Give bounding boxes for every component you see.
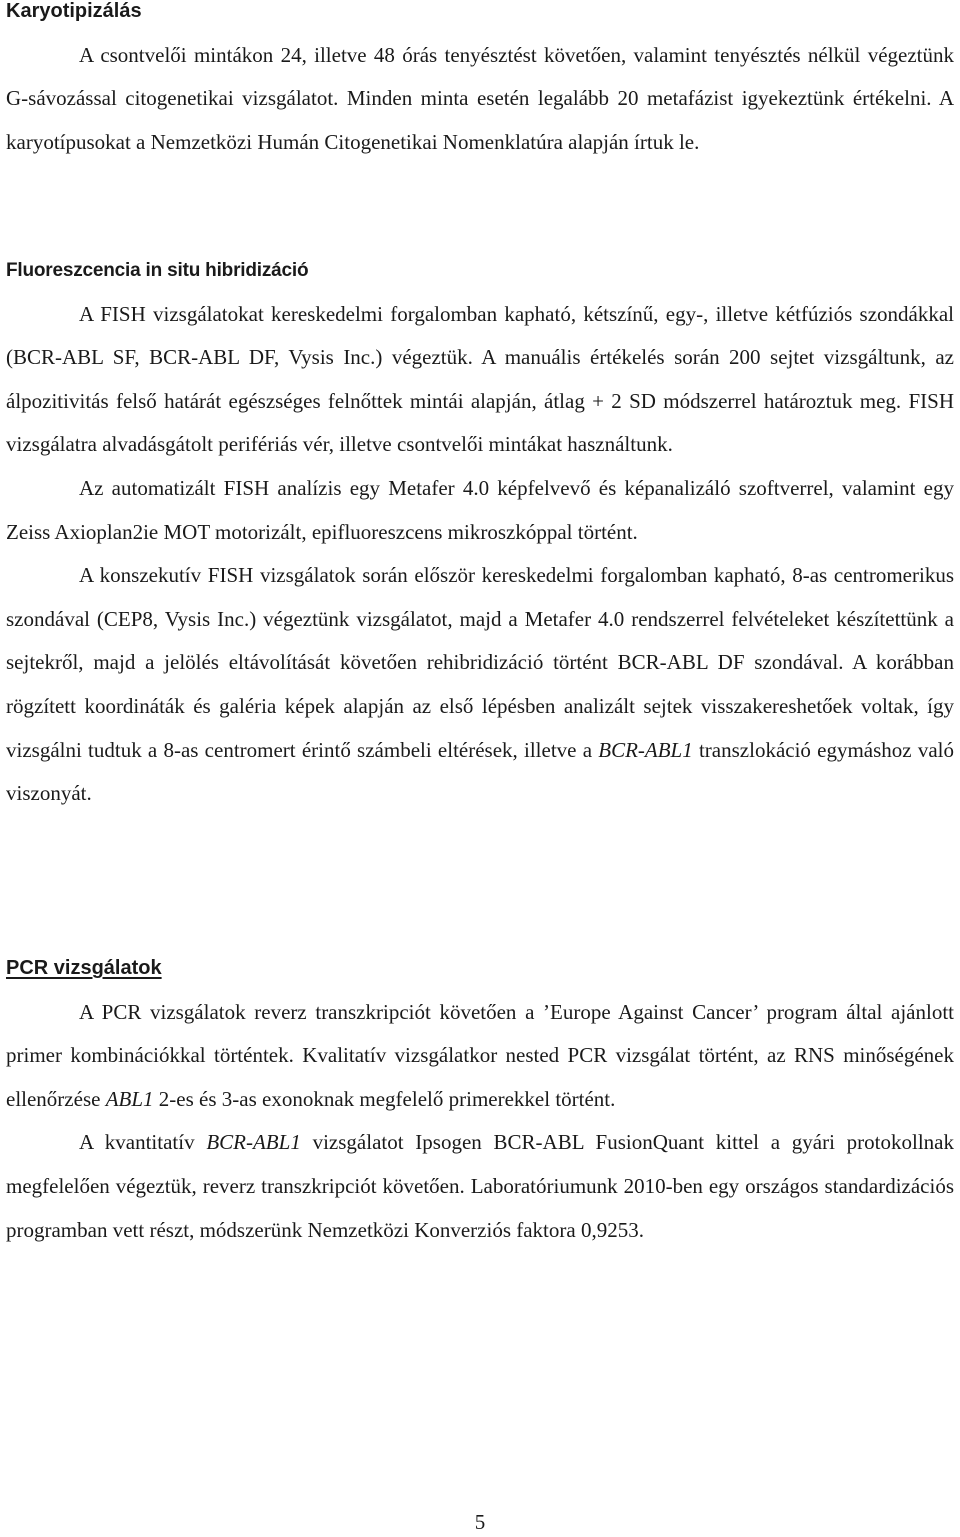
paragraph-fish-manual: A FISH vizsgálatokat kereskedelmi forgalomban kapható, kétszínű, egy-, illetve kétfúziós szondákkal (BCR-ABL SF, BCR-ABL DF, Vysis Inc.) végeztük. A manuális értékelés során 200 sejtet vizsgáltunk, az álpozitivitás felső határát egészséges felnőttek mintái alapján, átlag + 2 SD módszerrel határoztuk meg. FISH vizsgálatra alvadásgátolt perifériás vér, illetve csontvelői mintákat használtunk. xyxy=(6,301,954,457)
page-number: 5 xyxy=(474,1510,486,1534)
paragraph-fish-consecutive xyxy=(6,554,954,816)
text-run: 2-es és 3-as exonoknak megfelelő primerekkel történt. xyxy=(153,1086,616,1111)
paragraph-pcr-quantitative xyxy=(6,1121,954,1252)
section-heading-karyotyping: Karyotipizálás xyxy=(6,0,142,22)
section-heading-fish: Fluoreszcencia in situ hibridizáció xyxy=(6,260,309,281)
section-fish xyxy=(6,249,954,816)
text-run: transzlokáció egymáshoz való viszonyát. xyxy=(6,737,954,806)
section-heading-pcr: PCR vizsgálatok xyxy=(6,957,162,979)
paragraph-karyotyping: A csontvelői mintákon 24, illetve 48 órás tenyésztést követően, valamint tenyésztés nélkül végeztünk G-sávozással citogenetikai vizsgálatot. Minden minta esetén legalább 20 metafázist igyekeztünk értékelni. A karyotípusokat a Nemzetközi Humán Citogenetikai Nomenklatúra alapján írtuk le. xyxy=(6,42,954,154)
paragraph-fish-automated: Az automatizált FISH analízis egy Metafer 4.0 képfelvevő és képanalizáló szoftverrel, valamint egy Zeiss Axioplan2ie MOT motorizált, epifluoreszcens mikroszkóppal történt. xyxy=(6,475,954,544)
section-karyotyping xyxy=(6,0,954,164)
gene-name-italic: BCR-ABL1 xyxy=(206,1130,301,1155)
gene-name-italic: ABL1 xyxy=(105,1086,154,1111)
section-pcr xyxy=(6,947,954,1252)
text-run: vizsgálatot Ipsogen BCR-ABL FusionQuant kittel a gyári protokollnak megfelelően végeztük, reverz transzkripciót követően. Laboratóriumunk 2010-ben egy országos standardizációs programban vett részt, módszerünk Nemzetközi Konverziós faktora 0,9253. xyxy=(6,1130,954,1242)
text-run: A kvantitatív xyxy=(79,1130,207,1155)
text-run: A konszekutív FISH vizsgálatok során először kereskedelmi forgalomban kapható, 8-as centromerikus szondával (CEP8, Vysis Inc.) végeztünk vizsgálatot, majd a Metafer 4.0 rendszerrel felvételeket készítettünk a sejtekről, majd a jelölés eltávolítását követően rehibridizáció történt BCR-ABL DF szondával. A korábban rögzített koordináták és galéria képek alapján az első lépésben analizált sejtek visszakereshetőek voltak, így vizsgálni tudtuk a 8-as centromert érintő számbeli eltérések, illetve a xyxy=(6,563,954,762)
text-run: A PCR vizsgálatok reverz transzkripciót követően a ’Europe Against Cancer’ program által ajánlott primer kombinációkkal történtek. Kvalitatív vizsgálatkor nested PCR vizsgálat történt, az RNS minőségének ellenőrzése xyxy=(6,999,954,1111)
gene-name-italic: BCR-ABL1 xyxy=(598,737,693,762)
paragraph-pcr-qualitative xyxy=(6,991,954,1122)
